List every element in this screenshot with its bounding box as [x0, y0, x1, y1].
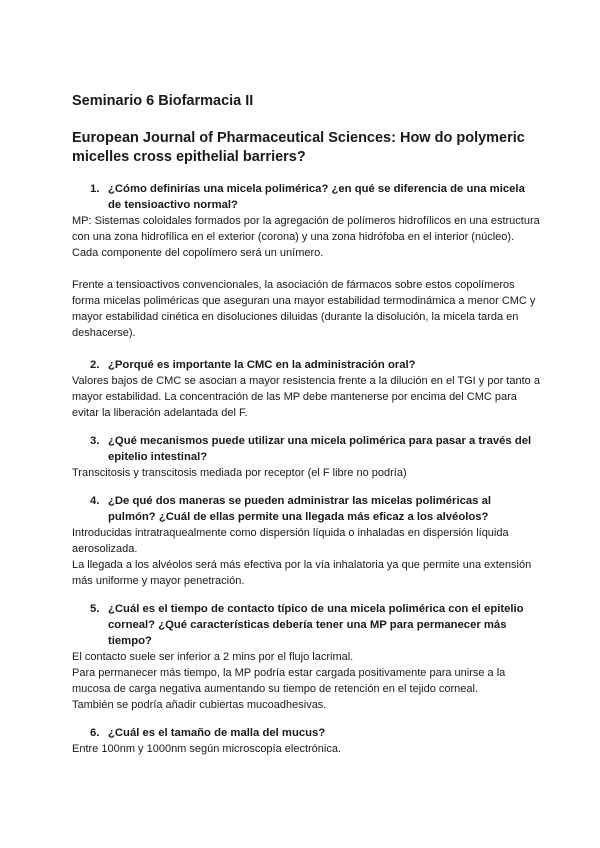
- question-3: [72, 433, 540, 465]
- document-body: [72, 181, 540, 757]
- question-number: 3.: [90, 435, 100, 447]
- question-4: [72, 493, 540, 525]
- answer-paragraph: La llegada a los alvéolos será más efectiva por la vía inhalatoria ya que permite una extensión más uniforme y mayor penetración.: [72, 559, 532, 587]
- question-text: ¿Qué mecanismos puede utilizar una micela polimérica para pasar a través del epitelio intestinal?: [108, 435, 532, 463]
- answer-paragraph: Para permanecer más tiempo, la MP podría estar cargada positivamente para unirse a la mucosa de carga negativa aumentando su tiempo de retención en el tejido corneal.: [72, 667, 506, 695]
- question-text: ¿De qué dos maneras se pueden administrar las micelas poliméricas al pulmón? ¿Cuál de ellas permite una llegada más eficaz a los alvéolos?: [108, 495, 491, 523]
- question-1: [72, 181, 540, 213]
- answer-paragraph: Introducidas intratraquealmente como dispersión líquida o inhaladas en dispersión líquida aerosolizada.: [72, 527, 509, 555]
- question-text: ¿Cuál es el tamaño de malla del mucus?: [108, 727, 326, 739]
- document-title: Seminario 6 Biofarmacia II: [72, 93, 254, 109]
- answer-paragraph: Valores bajos de CMC se asocian a mayor resistencia frente a la dilución en el TGI y por tanto a mayor estabilidad. La concentración de las MP debe mantenerse por encima del CMC para evitar la liberación adelantada del F.: [72, 375, 540, 419]
- answer-paragraph: El contacto suele ser inferior a 2 mins por el flujo lacrimal.: [72, 651, 354, 663]
- answer-paragraph: Transcitosis y transcitosis mediada por receptor (el F libre no podría): [72, 467, 407, 479]
- question-number: 4.: [90, 495, 100, 507]
- question-text: ¿Cómo definirías una micela polimérica? ¿en qué se diferencia de una micela de tensioactivo normal?: [108, 183, 525, 211]
- question-text: ¿Cuál es el tiempo de contacto típico de una micela polimérica con el epitelio corneal? ¿Qué características debería tener una MP para permanecer más tiempo?: [108, 603, 524, 647]
- question-number: 6.: [90, 727, 100, 739]
- answer-paragraph: Frente a tensioactivos convencionales, la asociación de fármacos sobre estos copolímeros forma micelas poliméricas que aseguran una mayor estabilidad termodinámica a menor CMC y mayor estabilidad cinética en disoluciones diluidas (durante la disolución, la micela tarda en deshacerse).: [72, 279, 536, 339]
- answer-paragraph: MP: Sistemas coloidales formados por la agregación de polímeros hidrofílicos en una estructura con una zona hidrofílica en el exterior (corona) y una zona hidrófoba en el interior (núcleo). Cada componente del copolímero será un unímero.: [72, 215, 540, 259]
- question-text: ¿Porqué es importante la CMC en la administración oral?: [108, 359, 416, 371]
- question-number: 1.: [90, 183, 100, 195]
- document-subtitle: European Journal of Pharmaceutical Sciences: How do polymeric micelles cross epithelial barriers?: [72, 130, 525, 165]
- question-2: [72, 357, 540, 373]
- answer-paragraph: También se podría añadir cubiertas mucoadhesivas.: [72, 699, 327, 711]
- answer-paragraph: Entre 100nm y 1000nm según microscopía electrónica.: [72, 743, 342, 755]
- question-number: 5.: [90, 603, 100, 615]
- question-6: [72, 725, 540, 741]
- question-5: [72, 601, 540, 649]
- question-number: 2.: [90, 359, 100, 371]
